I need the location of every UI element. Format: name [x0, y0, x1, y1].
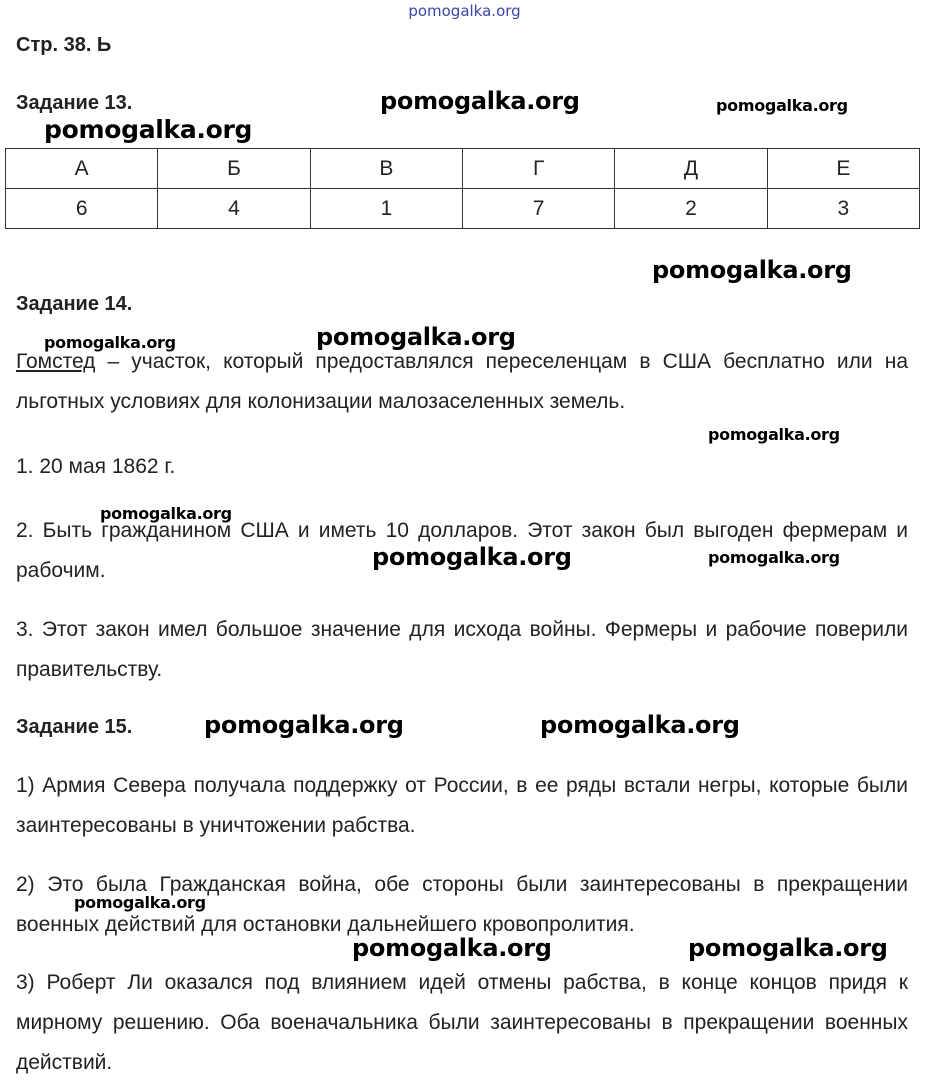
task-14-title: Задание 14.: [16, 293, 133, 315]
table-value-cell: 7: [462, 189, 614, 229]
term-homestead: Гомстед: [16, 350, 96, 373]
site-watermark: pomogalka.org: [540, 711, 740, 739]
table-header-row: [6, 149, 920, 189]
site-watermark: pomogalka.org: [708, 425, 840, 444]
table-header-cell: Д: [615, 149, 767, 189]
site-watermark: pomogalka.org: [372, 543, 572, 571]
table-header-cell: В: [310, 149, 462, 189]
table-header-cell: Е: [767, 149, 919, 189]
site-watermark: pomogalka.org: [44, 115, 253, 144]
task-15-answer-3: 3) Роберт Ли оказался под влиянием идей отмены рабства, в конце концов придя к мирному решению. Оба военачальника были заинтересованы в прекращении военных действий.: [16, 971, 908, 1074]
site-watermark: pomogalka.org: [74, 893, 206, 912]
task-14-answer-3: 3. Этот закон имел большое значение для исхода войны. Фермеры и рабочие поверили правительству.: [16, 618, 908, 681]
table-header-cell: Б: [158, 149, 310, 189]
site-watermark: pomogalka.org: [688, 934, 888, 962]
site-watermark: pomogalka.org: [380, 87, 580, 115]
table-value-cell: 6: [6, 189, 158, 229]
table-header-cell: А: [6, 149, 158, 189]
task-13-title: Задание 13.: [16, 92, 133, 114]
site-watermark: pomogalka.org: [352, 934, 552, 962]
task-14-answer-1: 1. 20 мая 1862 г.: [16, 455, 176, 478]
site-watermark-top: pomogalka.org: [408, 2, 521, 20]
site-watermark: pomogalka.org: [716, 96, 848, 115]
task-14-definition: [16, 342, 908, 422]
definition-text: – участок, который предоставлялся переселенцам в США бесплатно или на льготных условиях для колонизации малозаселенных земель.: [16, 350, 908, 413]
task-14-answer-2: 2. Быть гражданином США и иметь 10 долларов. Этот закон был выгоден фермерам и рабочим.: [16, 519, 908, 582]
table-value-cell: 4: [158, 189, 310, 229]
task-15-title: Задание 15.: [16, 716, 133, 738]
site-watermark: pomogalka.org: [100, 504, 232, 523]
site-watermark: pomogalka.org: [316, 323, 516, 351]
table-header-cell: Г: [462, 149, 614, 189]
site-watermark: pomogalka.org: [44, 333, 176, 352]
site-watermark: pomogalka.org: [652, 256, 852, 284]
table-value-cell: 2: [615, 189, 767, 229]
page-reference: Стр. 38. Ь: [16, 34, 112, 56]
site-watermark: pomogalka.org: [204, 711, 404, 739]
task-15-answer-1: 1) Армия Севера получала поддержку от России, в ее ряды встали негры, которые были заинтересованы в уничтожении рабства.: [16, 774, 908, 837]
table-value-cell: 1: [310, 189, 462, 229]
task-13-answer-table: [5, 148, 920, 229]
table-value-row: [6, 189, 920, 229]
task-15-answer-2: 2) Это была Гражданская война, обе стороны были заинтересованы в прекращении военных действий для остановки дальнейшего кровопролития.: [16, 873, 908, 936]
site-watermark: pomogalka.org: [708, 548, 840, 567]
table-value-cell: 3: [767, 189, 919, 229]
